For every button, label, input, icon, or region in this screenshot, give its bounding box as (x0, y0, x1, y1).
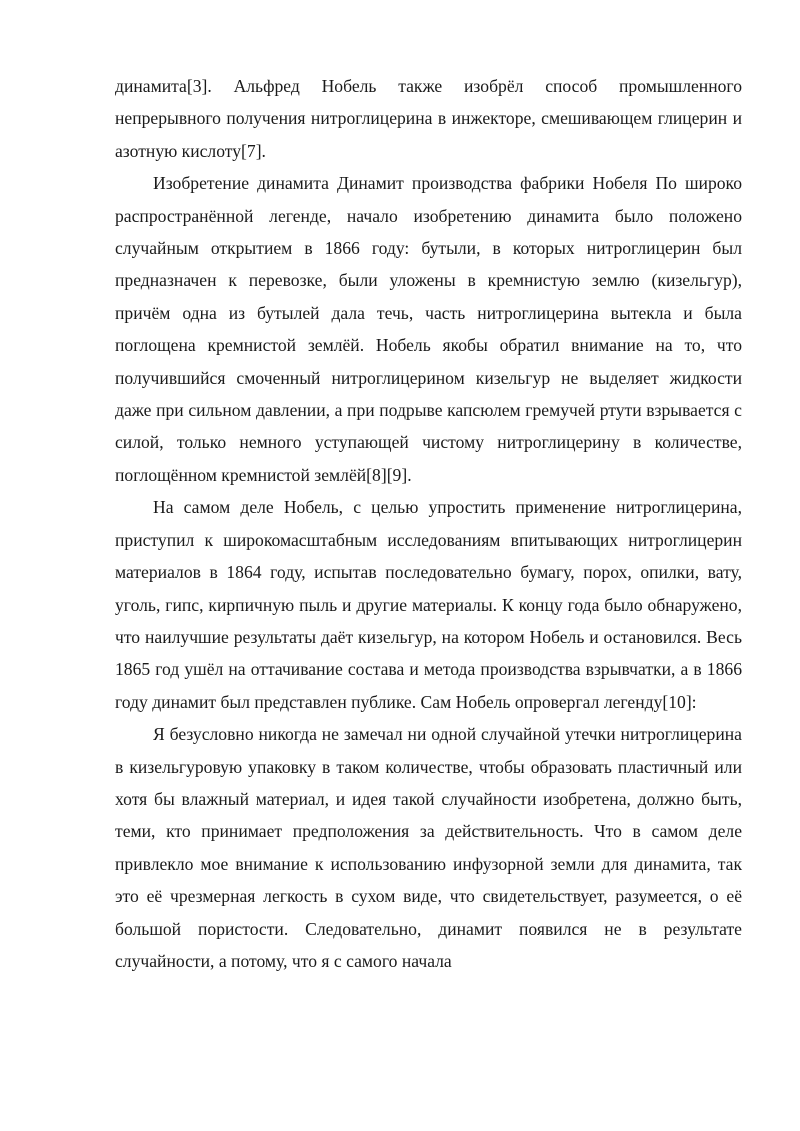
paragraph-2: Изобретение динамита Динамит производства фабрики Нобеля По широко распространённой легенде, начало изобретению динамита было положено случайным открытием в 1866 году: бутыли, в которых нитроглицерин был предназначен к перевозке, были уложены в кремнистую землю (кизельгур), причём одна из бутылей дала течь, часть нитроглицерина вытекла и была поглощена кремнистой землёй. Нобель якобы обратил внимание на то, что получившийся смоченный нитроглицерином кизельгур не выделяет жидкости даже при сильном давлении, а при подрыве капсюлем гремучей ртути взрывается с силой, только немного уступающей чистому нитроглицерину в количестве, поглощённом кремнистой землёй[8][9]. (115, 173, 742, 485)
paragraph-4: Я безусловно никогда не замечал ни одной случайной утечки нитроглицерина в кизельгуровую упаковку в таком количестве, чтобы образовать пластичный или хотя бы влажный материал, и идея такой случайности изобретена, должно быть, теми, кто принимает предположения за действительность. Что в самом деле привлекло мое внимание к использованию инфузорной земли для динамита, так это её чрезмерная легкость в сухом виде, что свидетельствует, разумеется, о её большой пористости. Следовательно, динамит появился не в результате случайности, а потому, что я с самого начала (115, 724, 742, 971)
document-page (115, 70, 742, 977)
paragraph-1: динамита[3]. Альфред Нобель также изобрёл способ промышленного непрерывного получения нитроглицерина в инжекторе, смешивающем глицерин и азотную кислоту[7]. (115, 76, 742, 161)
paragraph-3: На самом деле Нобель, с целью упростить применение нитроглицерина, приступил к широкомасштабным исследованиям впитывающих нитроглицерин материалов в 1864 году, испытав последовательно бумагу, порох, опилки, вату, уголь, гипс, кирпичную пыль и другие материалы. К концу года было обнаружено, что наилучшие результаты даёт кизельгур, на котором Нобель и остановился. Весь 1865 год ушёл на оттачивание состава и метода производства взрывчатки, а в 1866 году динамит был представлен публике. Сам Нобель опровергал легенду[10]: (115, 497, 742, 712)
